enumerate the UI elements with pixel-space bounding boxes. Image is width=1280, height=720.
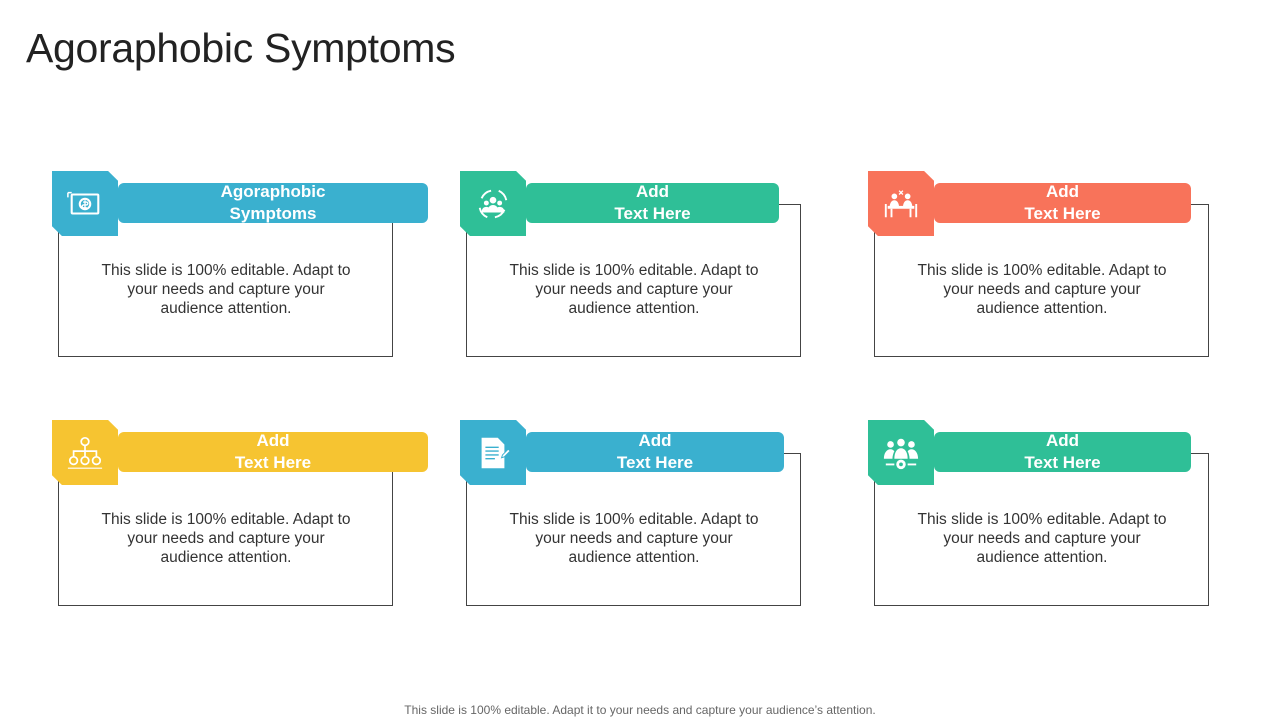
card-heading: Add Text Here <box>526 183 779 223</box>
card-icon-tab <box>460 420 526 485</box>
team-cycle-icon <box>474 185 512 223</box>
card-6 <box>868 420 1213 610</box>
card-heading: Add Text Here <box>526 432 784 472</box>
money-screen-icon <box>66 185 104 223</box>
card-heading: Add Text Here <box>934 432 1191 472</box>
meeting-table-icon <box>882 185 920 223</box>
card-3 <box>868 171 1213 361</box>
card-icon-tab <box>460 171 526 236</box>
card-description: This slide is 100% editable. Adapt to your needs and capture your audience attention. <box>917 262 1167 317</box>
card-1 <box>52 171 397 361</box>
card-icon-tab <box>52 171 118 236</box>
card-icon-tab <box>52 420 118 485</box>
hierarchy-people-icon <box>66 434 104 472</box>
group-gear-icon <box>882 434 920 472</box>
card-description: This slide is 100% editable. Adapt to your needs and capture your audience attention. <box>101 511 351 566</box>
document-edit-icon <box>474 434 512 472</box>
card-description: This slide is 100% editable. Adapt to your needs and capture your audience attention. <box>509 511 759 566</box>
card-icon-tab <box>868 420 934 485</box>
card-4 <box>52 420 397 610</box>
card-description: This slide is 100% editable. Adapt to your needs and capture your audience attention. <box>101 262 351 317</box>
card-2 <box>460 171 805 361</box>
card-heading: Agoraphobic Symptoms <box>118 183 428 223</box>
card-heading: Add Text Here <box>118 432 428 472</box>
card-5 <box>460 420 805 610</box>
footer-note: This slide is 100% editable. Adapt it to your needs and capture your audience’s attention. <box>404 703 876 717</box>
card-heading: Add Text Here <box>934 183 1191 223</box>
card-description: This slide is 100% editable. Adapt to your needs and capture your audience attention. <box>917 511 1167 566</box>
slide-title: Agoraphobic Symptoms <box>26 25 456 71</box>
card-description: This slide is 100% editable. Adapt to your needs and capture your audience attention. <box>509 262 759 317</box>
card-icon-tab <box>868 171 934 236</box>
